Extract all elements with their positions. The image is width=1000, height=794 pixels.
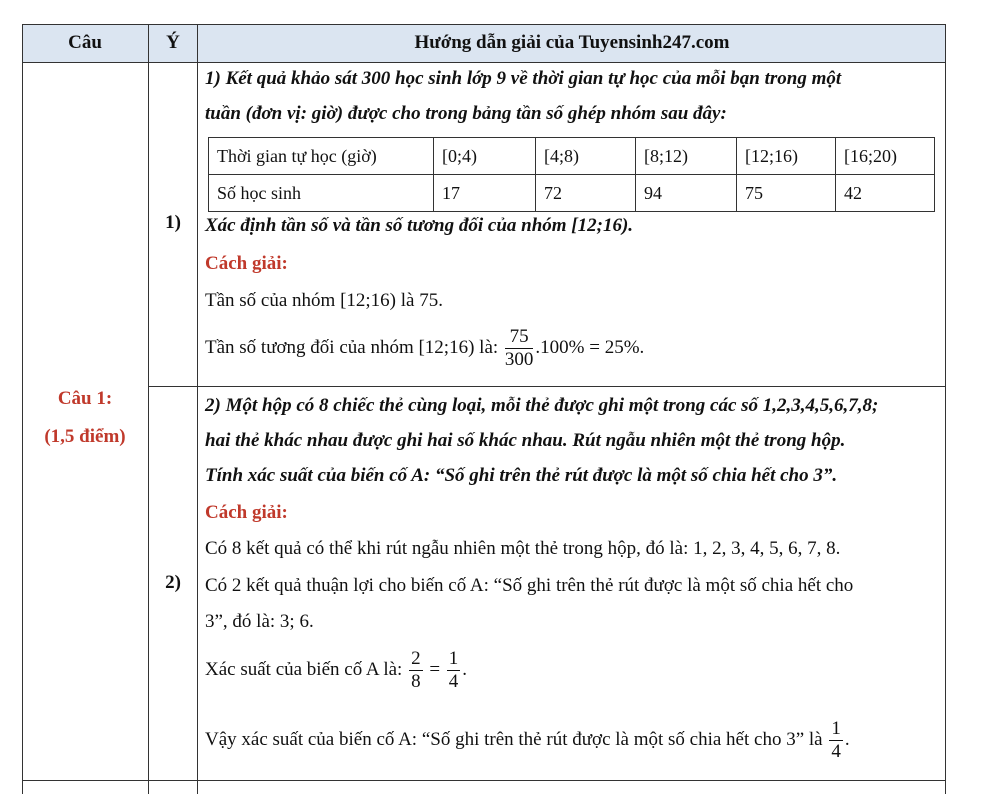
table-cell: 72 xyxy=(536,175,636,212)
part1-prompt-line1: 1) Kết quả khảo sát 300 học sinh lớp 9 về thời gian tự học của mỗi bạn trong một xyxy=(205,68,842,89)
part2-prompt-line3: Tính xác suất của biến cố A: “Số ghi trên thẻ rút được là một số chia hết cho 3”. xyxy=(205,465,838,486)
question-label: Câu 1: xyxy=(57,388,113,409)
part1-line2-prefix: Tần số tương đối của nhóm [12;16) là: xyxy=(205,336,499,358)
table-cell: 94 xyxy=(636,175,737,212)
header-y: Ý xyxy=(166,32,180,53)
equals-sign: = xyxy=(429,658,441,680)
border-bottom xyxy=(22,780,946,781)
period: . xyxy=(844,728,850,750)
part2-line4-prefix: Xác suất của biến cố A là: xyxy=(205,658,403,680)
fraction-1-4 xyxy=(447,648,461,693)
part1-line2-suffix: .100% = 25%. xyxy=(535,336,645,358)
table-row xyxy=(209,138,935,175)
answer-table xyxy=(22,24,946,794)
part2-line3: 3”, đó là: 3; 6. xyxy=(205,611,314,632)
part-divider xyxy=(148,386,946,387)
frac-den: 300 xyxy=(504,349,534,370)
part2-line5 xyxy=(205,718,850,763)
part1-task: Xác định tần số và tần số tương đối của nhóm [12;16). xyxy=(205,215,634,236)
fraction-1-4-final xyxy=(829,718,843,763)
header-cau: Câu xyxy=(68,32,102,53)
frac-num: 2 xyxy=(411,648,421,669)
period: . xyxy=(462,658,468,680)
table-row xyxy=(209,175,935,212)
border-right xyxy=(945,24,946,794)
table-cell: Số học sinh xyxy=(209,175,434,212)
frac-num: 75 xyxy=(505,326,534,349)
table-cell: 75 xyxy=(737,175,836,212)
frac-den: 4 xyxy=(448,671,459,692)
frac-num: 1 xyxy=(448,648,459,669)
part2-number: 2) xyxy=(165,572,181,593)
part2-prompt-line2: hai thẻ khác nhau được ghi hai số khác nhau. Rút ngẫu nhiên một thẻ trong hộp. xyxy=(205,430,846,451)
part1-prompt-line2: tuần (đơn vị: giờ) được cho trong bảng tần số ghép nhóm sau đây: xyxy=(205,103,727,124)
frac-num: 1 xyxy=(831,718,841,739)
col-divider-1 xyxy=(148,24,149,794)
part2-line1: Có 8 kết quả có thể khi rút ngẫu nhiên một thẻ trong hộp, đó là: 1, 2, 3, 4, 5, 6, 7, 8. xyxy=(205,538,841,559)
border-top xyxy=(22,24,946,25)
fraction-2-8 xyxy=(409,648,423,693)
table-cell: [8;12) xyxy=(636,138,737,175)
table-cell: 17 xyxy=(434,175,536,212)
part1-solution-label: Cách giải: xyxy=(205,253,288,274)
table-cell: [4;8) xyxy=(536,138,636,175)
table-cell: [0;4) xyxy=(434,138,536,175)
part2-line4 xyxy=(205,648,467,693)
table-cell: 42 xyxy=(836,175,935,212)
part2-solution-label: Cách giải: xyxy=(205,502,288,523)
part1-number: 1) xyxy=(165,212,181,233)
frequency-table xyxy=(208,137,935,212)
header-guide: Hướng dẫn giải của Tuyensinh247.com xyxy=(414,32,730,53)
table-cell: [16;20) xyxy=(836,138,935,175)
table-cell: [12;16) xyxy=(737,138,836,175)
frac-den: 8 xyxy=(411,671,421,692)
header-divider xyxy=(22,62,946,63)
frac-den: 4 xyxy=(831,741,841,762)
part2-prompt-line1: 2) Một hộp có 8 chiếc thẻ cùng loại, mỗi thẻ được ghi một trong các số 1,2,3,4,5,6,7,8; xyxy=(205,395,879,416)
part2-line5-prefix: Vậy xác suất của biến cố A: “Số ghi trên thẻ rút được là một số chia hết cho 3” là xyxy=(205,728,823,750)
part1-line2 xyxy=(205,326,644,371)
fraction-75-300 xyxy=(505,326,534,371)
part1-line1: Tần số của nhóm [12;16) là 75. xyxy=(205,290,443,311)
part2-line2: Có 2 kết quả thuận lợi cho biến cố A: “Số ghi trên thẻ rút được là một số chia hết cho xyxy=(205,575,854,596)
question-points: (1,5 điểm) xyxy=(44,426,126,447)
col-divider-2 xyxy=(197,24,198,794)
table-cell: Thời gian tự học (giờ) xyxy=(209,138,434,175)
